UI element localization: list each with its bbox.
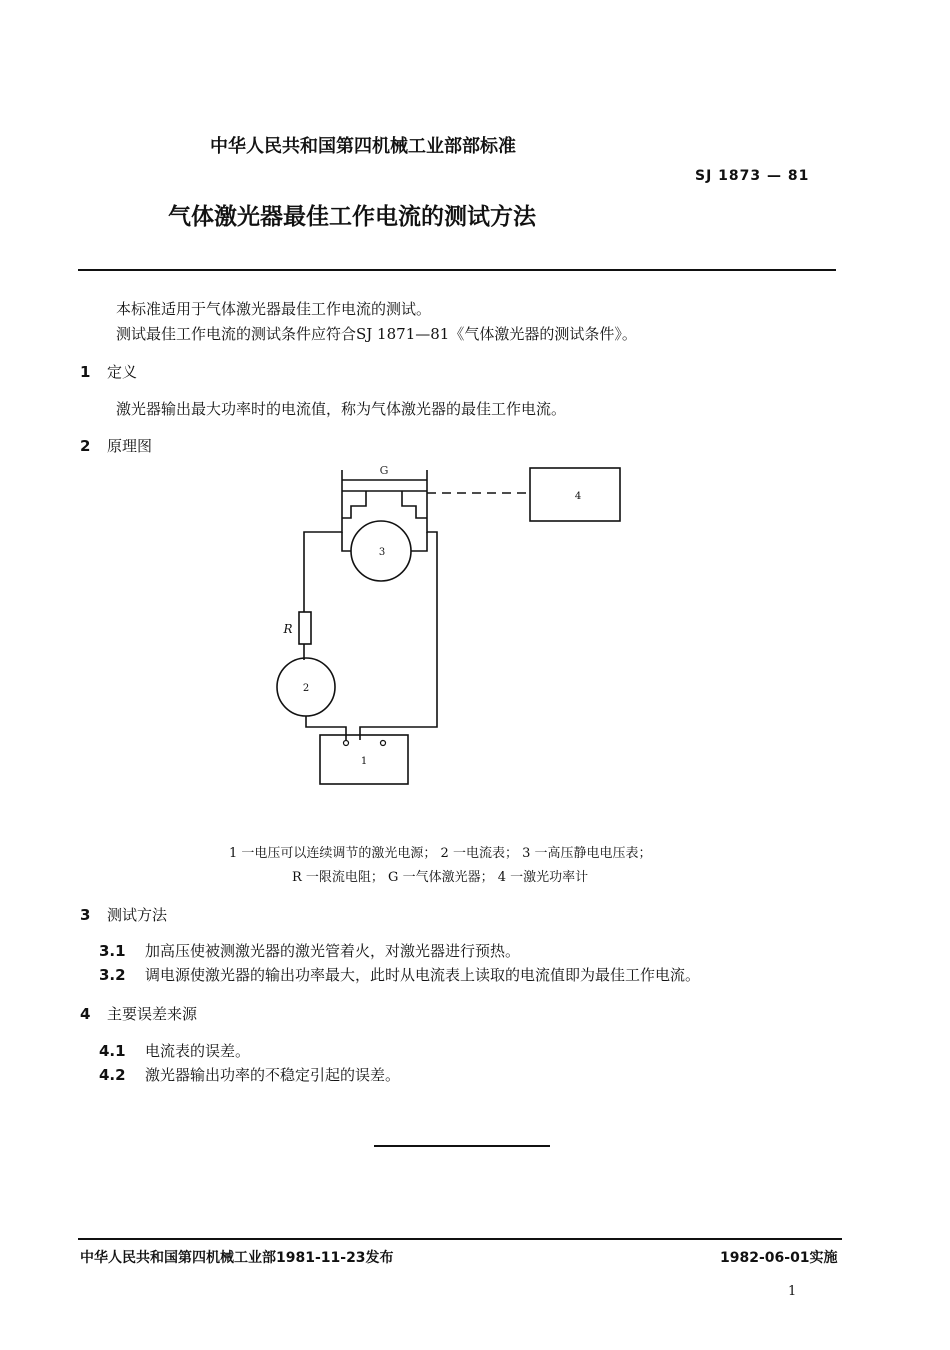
label-4: 4	[574, 491, 582, 502]
section-2-title: 原理图	[107, 437, 153, 455]
caption-line-2: R 一限流电阻； G 一气体激光器； 4 一激光功率计	[292, 870, 589, 885]
label-1: 1	[360, 756, 368, 767]
intro-line-2: 测试最佳工作电流的测试条件应符合SJ 1871—81《气体激光器的测试条件》。	[116, 325, 637, 343]
section-3-title: 测试方法	[107, 906, 168, 924]
left-wire-upper	[304, 518, 342, 612]
page-number: 1	[788, 1284, 797, 1299]
item-3-1-text: 加高压使被测激光器的激光管着火，对激光器进行预热。	[145, 942, 521, 960]
supply-terminal-left	[344, 741, 349, 746]
section-3-number: 3	[80, 906, 91, 924]
item-4-2-text: 激光器输出功率的不稳定引起的误差。	[145, 1066, 401, 1084]
section-1-text: 激光器输出最大功率时的电流值，称为气体激光器的最佳工作电流。	[116, 400, 567, 418]
item-4-1-number: 4.1	[99, 1042, 126, 1060]
caption-line-1: 1 一电压可以连续调节的激光电源； 2 一电流表； 3 一高压静电电压表；	[229, 846, 652, 861]
standard-code: SJ 1873 — 81	[695, 168, 810, 184]
org-standard-heading: 中华人民共和国第四机械工业部部标准	[210, 136, 516, 157]
left-electrode-lead	[342, 491, 366, 518]
issue-date: 中华人民共和国第四机械工业部1981-11-23发布	[80, 1250, 394, 1266]
document-title: 气体激光器最佳工作电流的测试方法	[168, 204, 536, 230]
item-3-2-text: 调电源使激光器的输出功率最大，此时从电流表上读取的电流值即为最佳工作电流。	[145, 966, 701, 984]
item-4-1	[99, 1040, 250, 1061]
label-g: G	[379, 464, 389, 477]
resistor-r	[299, 612, 311, 644]
section-2-number: 2	[80, 437, 91, 455]
item-4-2-number: 4.2	[99, 1066, 126, 1084]
item-3-1	[99, 940, 520, 961]
ammeter-to-supply-wire	[306, 716, 346, 740]
section-4-number: 4	[80, 1005, 91, 1023]
item-3-1-number: 3.1	[99, 942, 126, 960]
effective-date: 1982-06-01实施	[720, 1250, 838, 1266]
item-4-1-text: 电流表的误差。	[145, 1042, 251, 1060]
section-4-heading	[80, 1003, 197, 1024]
label-3: 3	[378, 547, 386, 558]
item-3-2	[99, 964, 700, 985]
section-4-title: 主要误差来源	[107, 1005, 198, 1023]
section-1-title: 定义	[107, 363, 138, 381]
label-2: 2	[302, 683, 310, 694]
item-3-2-number: 3.2	[99, 966, 126, 984]
voltmeter-right-lead	[411, 532, 427, 551]
end-of-text-rule	[374, 1145, 550, 1147]
item-4-2	[99, 1064, 400, 1085]
intro-line-1: 本标准适用于气体激光器最佳工作电流的测试。	[116, 300, 432, 318]
section-1-number: 1	[80, 363, 91, 381]
footer-rule	[78, 1238, 842, 1240]
voltmeter-left-lead	[342, 532, 351, 551]
label-r: R	[283, 622, 293, 636]
right-electrode-lead	[402, 491, 427, 518]
section-3-heading	[80, 904, 167, 925]
supply-terminal-right	[381, 741, 386, 746]
